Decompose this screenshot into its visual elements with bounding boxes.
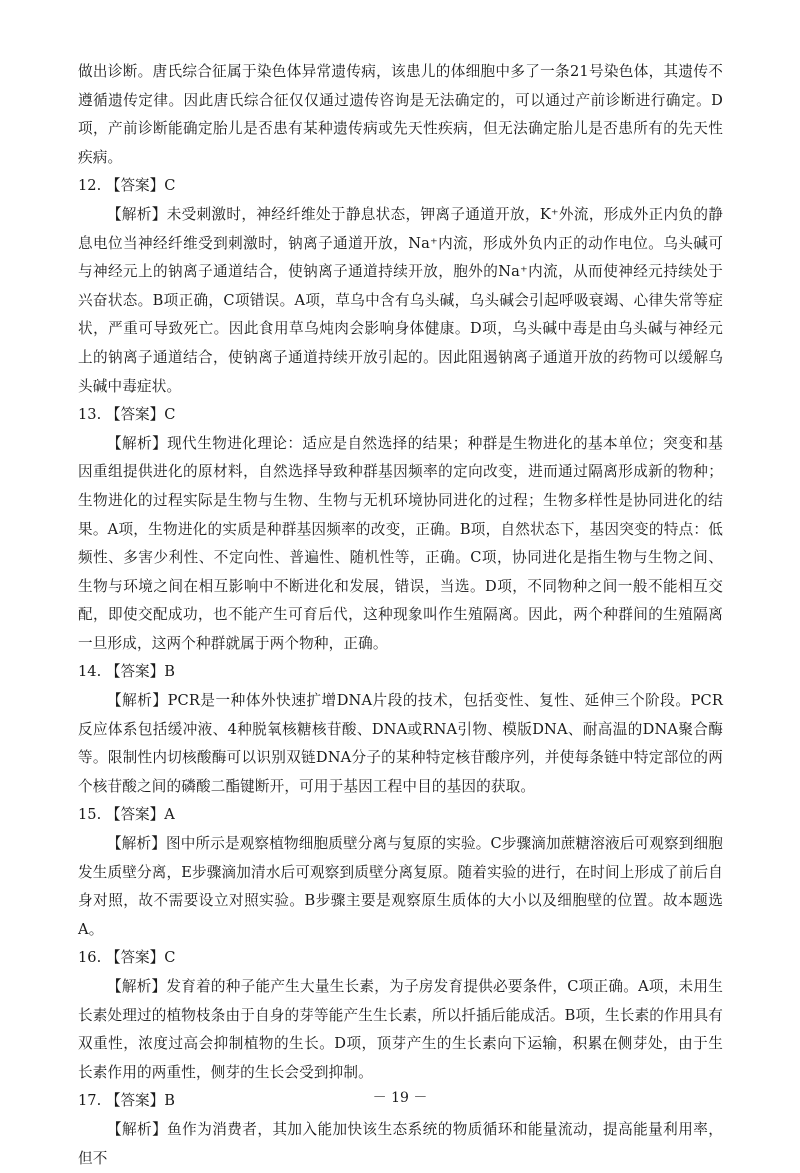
analysis-paragraph-14: 【解析】PCR是一种体外快速扩增DNA片段的技术，包括变性、复性、延伸三个阶段。PCR反应体系包括缓冲液、4种脱氧核糖核苷酸、DNA或RNA引物、模版DNA、耐高温的DNA聚合酶等。限制性内切核酸酶可以识别双链DNA分子的某种特定核苷酸序列，并使每条链中特定部位的两个核苷酸之间的磷酸二酯键断开，可用于基因工程中目的基因的获取。 [78, 692, 723, 795]
analysis-paragraph-16: 【解析】发育着的种子能产生大量生长素，为子房发育提供必要条件，C项正确。A项，未用生长素处理过的植物枝条由于自身的芽等能产生生长素，所以扦插后能成活。B项，生长素的作用具有双重性，浓度过高会抑制植物的生长。D项，顶芽产生的生长素向下运输，积累在侧芽处，由于生长素作用的两重性，侧芽的生长会受到抑制。 [78, 978, 723, 1081]
answer-line-17: 17. 【答案】B [78, 1092, 175, 1110]
analysis-paragraph-13: 【解析】现代生物进化理论：适应是自然选择的结果；种群是生物进化的基本单位；突变和基因重组提供进化的原材料，自然选择导致种群基因频率的定向改变，进而通过隔离形成新的物种；生物进化的过程实际是生物与生物、生物与无机环境协同进化的过程；生物多样性是协同进化的结果。A项，生物进化的实质是种群基因频率的改变，正确。B项，自然状态下，基因突变的特点：低频性、多害少利性、不定向性、普遍性、随机性等，正确。C项，协同进化是指生物与生物之间、生物与环境之间在相互影响中不断进化和发展，错误，当选。D项，不同物种之间一般不能相互交配，即使交配成功，也不能产生可育后代，这种现象叫作生殖隔离。因此，两个种群间的生殖隔离一旦形成，这两个种群就属于两个物种，正确。 [78, 434, 723, 652]
answer-line-16: 16. 【答案】C [78, 949, 176, 967]
document-body [78, 58, 723, 1173]
answer-line-12: 12. 【答案】C [78, 177, 176, 195]
answer-line-14: 14. 【答案】B [78, 663, 175, 681]
analysis-paragraph-15: 【解析】图中所示是观察植物细胞质壁分离与复原的实验。C步骤滴加蔗糖溶液后可观察到细胞发生质壁分离，E步骤滴加清水后可观察到质壁分离复原。随着实验的进行，在时间上形成了前后自身对照，故不需要设立对照实验。B步骤主要是观察原生质体的大小以及细胞壁的位置。故本题选A。 [78, 835, 723, 938]
analysis-paragraph-17: 【解析】鱼作为消费者，其加入能加快该生态系统的物质循环和能量流动，提高能量利用率，但不 [78, 1120, 723, 1167]
answer-line-15: 15. 【答案】A [78, 806, 175, 824]
page-number: － 19 － [372, 1090, 428, 1106]
answer-line-13: 13. 【答案】C [78, 406, 176, 424]
intro-paragraph: 做出诊断。唐氏综合征属于染色体异常遗传病，该患儿的体细胞中多了一条21号染色体，其遗传不遵循遗传定律。因此唐氏综合征仅仅通过遗传咨询是无法确定的，可以通过产前诊断进行确定。D项，产前诊断能确定胎儿是否患有某种遗传病或先天性疾病，但无法确定胎儿是否患所有的先天性疾病。 [78, 63, 723, 166]
analysis-paragraph-12: 【解析】未受刺激时，神经纤维处于静息状态，钾离子通道开放，K⁺外流，形成外正内负的静息电位当神经纤维受到刺激时，钠离子通道开放，Na⁺内流，形成外负内正的动作电位。乌头碱可与神经元上的钠离子通道结合，使钠离子通道持续开放，胞外的Na⁺内流，从而使神经元持续处于兴奋状态。B项正确，C项错误。A项，草乌中含有乌头碱，乌头碱会引起呼吸衰竭、心律失常等症状，严重可导致死亡。因此食用草乌炖肉会影响身体健康。D项，乌头碱中毒是由乌头碱与神经元上的钠离子通道结合，使钠离子通道持续开放引起的。因此阻遏钠离子通道开放的药物可以缓解乌头碱中毒症状。 [78, 205, 723, 395]
